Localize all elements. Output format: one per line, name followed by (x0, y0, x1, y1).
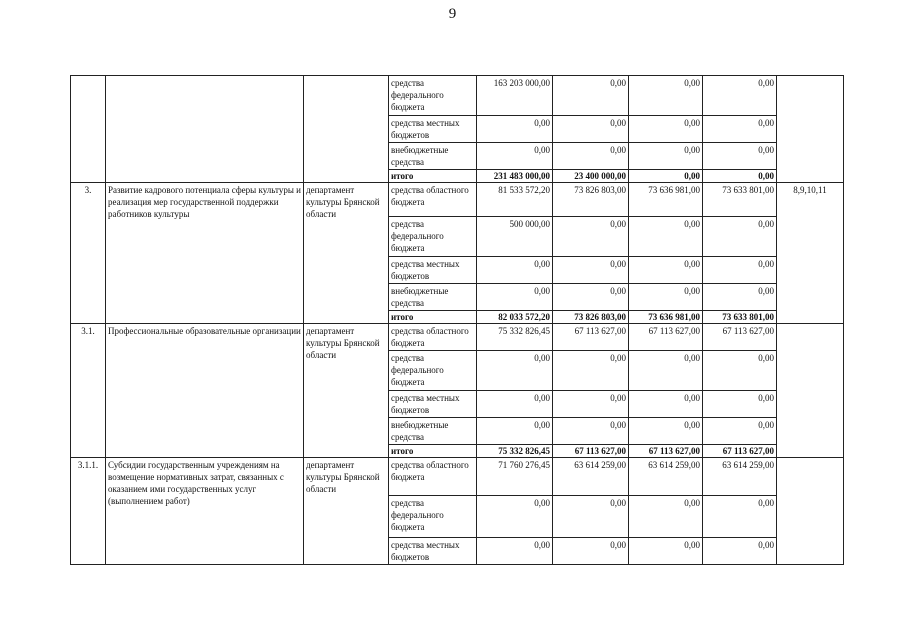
value-cell: 0,00 (629, 217, 703, 257)
value-cell: 0,00 (477, 351, 553, 391)
value-cell: 0,00 (553, 351, 629, 391)
value-cell: 0,00 (477, 418, 553, 445)
item-name-cell (106, 76, 304, 183)
value-cell: 67 113 627,00 (553, 324, 629, 351)
value-cell: 75 332 826,45 (477, 324, 553, 351)
value-cell: 0,00 (629, 284, 703, 311)
funding-source-cell: средства местных бюджетов (389, 116, 477, 143)
value-cell: 73 826 803,00 (553, 311, 629, 324)
value-cell: 63 614 259,00 (703, 458, 777, 496)
funding-source-cell: итого (389, 170, 477, 183)
value-cell: 0,00 (703, 170, 777, 183)
item-name-cell: Субсидии государственным учреждениям на возмещение нормативных затрат, связанных с оказанием ими государственных услуг (выполнением работ) (106, 458, 304, 565)
item-name-cell: Развитие кадрового потенциала сферы культуры и реализация мер государственной поддержки работников культуры (106, 183, 304, 324)
value-cell: 0,00 (553, 391, 629, 418)
value-cell: 0,00 (629, 257, 703, 284)
value-cell: 73 826 803,00 (553, 183, 629, 217)
value-cell: 0,00 (477, 538, 553, 565)
value-cell: 0,00 (553, 143, 629, 170)
value-cell: 0,00 (703, 76, 777, 116)
funding-source-cell: внебюджетные средства (389, 418, 477, 445)
value-cell: 0,00 (553, 496, 629, 538)
value-cell: 0,00 (553, 284, 629, 311)
item-number-cell (71, 76, 106, 183)
item-number-cell: 3.1.1. (71, 458, 106, 565)
value-cell: 0,00 (703, 217, 777, 257)
value-cell: 0,00 (629, 116, 703, 143)
value-cell: 73 633 801,00 (703, 183, 777, 217)
value-cell: 0,00 (553, 257, 629, 284)
funding-source-cell: средства областного бюджета (389, 183, 477, 217)
value-cell: 67 113 627,00 (703, 445, 777, 458)
item-name-cell: Профессиональные образовательные организации (106, 324, 304, 458)
reference-cell: 8,9,10,11 (777, 183, 844, 324)
value-cell: 0,00 (553, 116, 629, 143)
value-cell: 0,00 (703, 418, 777, 445)
executor-cell: департамент культуры Брянской области (304, 458, 389, 565)
value-cell: 73 636 981,00 (629, 183, 703, 217)
value-cell: 163 203 000,00 (477, 76, 553, 116)
value-cell: 0,00 (703, 538, 777, 565)
value-cell: 0,00 (703, 284, 777, 311)
funding-source-cell: средства местных бюджетов (389, 257, 477, 284)
value-cell: 71 760 276,45 (477, 458, 553, 496)
executor-cell (304, 76, 389, 183)
value-cell: 0,00 (629, 418, 703, 445)
value-cell: 82 033 572,20 (477, 311, 553, 324)
value-cell: 0,00 (703, 143, 777, 170)
value-cell: 0,00 (703, 496, 777, 538)
value-cell: 73 633 801,00 (703, 311, 777, 324)
value-cell: 73 636 981,00 (629, 311, 703, 324)
value-cell: 0,00 (629, 143, 703, 170)
value-cell: 63 614 259,00 (629, 458, 703, 496)
funding-source-cell: средства федерального бюджета (389, 496, 477, 538)
value-cell: 0,00 (477, 116, 553, 143)
budget-table (70, 75, 844, 565)
table-row (71, 324, 844, 351)
value-cell: 0,00 (477, 496, 553, 538)
value-cell: 231 483 000,00 (477, 170, 553, 183)
value-cell: 0,00 (629, 170, 703, 183)
reference-cell (777, 324, 844, 458)
funding-source-cell: средства местных бюджетов (389, 391, 477, 418)
value-cell: 0,00 (477, 143, 553, 170)
funding-source-cell: внебюджетные средства (389, 143, 477, 170)
value-cell: 0,00 (629, 496, 703, 538)
value-cell: 0,00 (703, 391, 777, 418)
value-cell: 67 113 627,00 (703, 324, 777, 351)
executor-cell: департамент культуры Брянской области (304, 183, 389, 324)
value-cell: 0,00 (553, 76, 629, 116)
reference-cell (777, 76, 844, 183)
value-cell: 500 000,00 (477, 217, 553, 257)
executor-cell: департамент культуры Брянской области (304, 324, 389, 458)
funding-source-cell: средства местных бюджетов (389, 538, 477, 565)
funding-source-cell: средства областного бюджета (389, 324, 477, 351)
value-cell: 0,00 (477, 284, 553, 311)
value-cell: 67 113 627,00 (629, 445, 703, 458)
reference-cell (777, 458, 844, 565)
value-cell: 0,00 (477, 257, 553, 284)
value-cell: 23 400 000,00 (553, 170, 629, 183)
value-cell: 0,00 (629, 351, 703, 391)
funding-source-cell: средства федерального бюджета (389, 351, 477, 391)
value-cell: 0,00 (553, 217, 629, 257)
value-cell: 75 332 826,45 (477, 445, 553, 458)
funding-source-cell: средства областного бюджета (389, 458, 477, 496)
value-cell: 63 614 259,00 (553, 458, 629, 496)
item-number-cell: 3. (71, 183, 106, 324)
value-cell: 0,00 (553, 418, 629, 445)
value-cell: 0,00 (553, 538, 629, 565)
value-cell: 0,00 (703, 351, 777, 391)
table-row (71, 183, 844, 217)
funding-source-cell: средства федерального бюджета (389, 217, 477, 257)
funding-source-cell: итого (389, 445, 477, 458)
value-cell: 0,00 (629, 391, 703, 418)
table-row (71, 458, 844, 496)
funding-source-cell: средства федерального бюджета (389, 76, 477, 116)
page-number: 9 (448, 6, 457, 22)
value-cell: 0,00 (703, 257, 777, 284)
value-cell: 67 113 627,00 (629, 324, 703, 351)
value-cell: 0,00 (703, 116, 777, 143)
funding-source-cell: внебюджетные средства (389, 284, 477, 311)
value-cell: 0,00 (629, 76, 703, 116)
value-cell: 0,00 (477, 391, 553, 418)
value-cell: 81 533 572,20 (477, 183, 553, 217)
table-row (71, 76, 844, 116)
value-cell: 67 113 627,00 (553, 445, 629, 458)
funding-source-cell: итого (389, 311, 477, 324)
value-cell: 0,00 (629, 538, 703, 565)
item-number-cell: 3.1. (71, 324, 106, 458)
